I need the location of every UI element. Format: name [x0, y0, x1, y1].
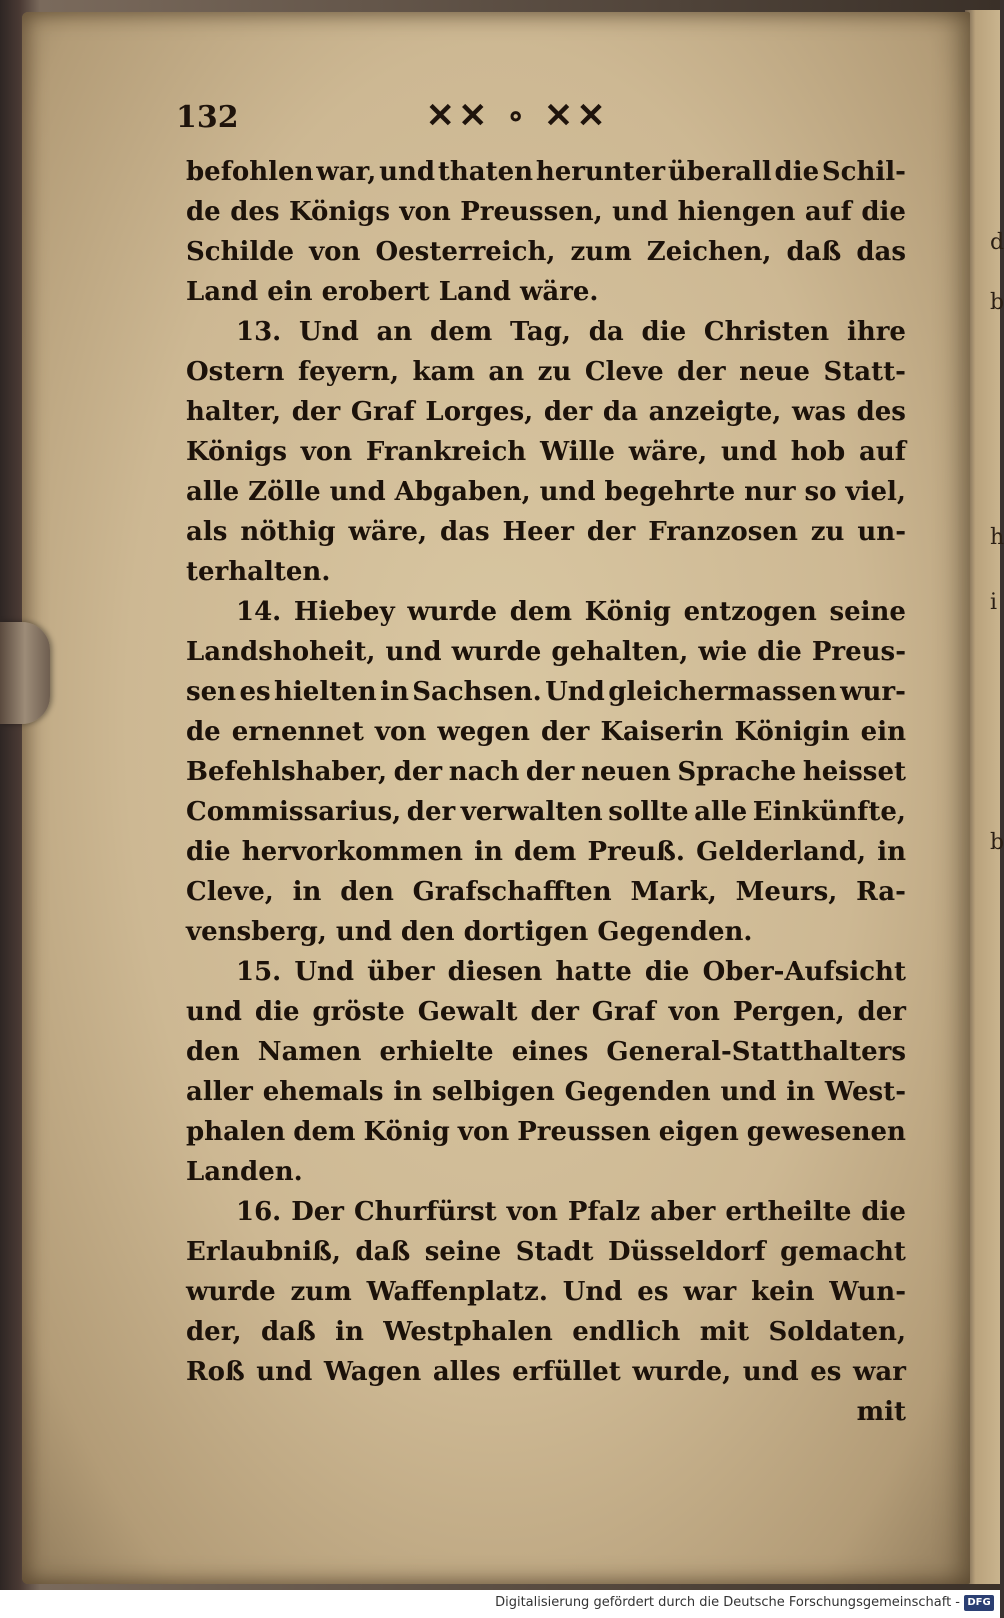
text-line: aller ehemals in selbigen Gegenden und in West- — [186, 1077, 906, 1107]
next-page-glyph: b — [990, 290, 1004, 315]
text-line: Erlaubniß, daß seine Stadt Düsseldorf gemacht — [186, 1237, 906, 1267]
text-line: 14. Hiebey wurde dem König entzogen seine — [236, 597, 906, 627]
text-line: alle Zölle und Abgaben, und begehrte nur so viel, — [186, 477, 906, 507]
text-line: den Namen erhielte eines General-Statthalters — [186, 1037, 906, 1067]
next-page-glyph: d — [990, 230, 1004, 255]
text-line: vensberg, und den dortigen Gegenden. — [186, 917, 753, 947]
text-line: Roß und Wagen alles erfüllet wurde, und es war — [186, 1357, 906, 1387]
text-line: als nöthig wäre, das Heer der Franzosen zu un- — [186, 517, 906, 547]
text-line: 16. Der Churfürst von Pfalz aber ertheilte die — [236, 1197, 906, 1227]
text-line: 15. Und über diesen hatte die Ober-Aufsicht — [236, 957, 906, 987]
text-line: halter, der Graf Lorges, der da anzeigte, was des — [186, 397, 906, 427]
text-line: befohlen war, und thaten herunter überall die Schil- — [186, 157, 906, 187]
text-line: de des Königs von Preussen, und hiengen auf die — [186, 197, 906, 227]
text-line: de ernennet von wegen der Kaiserin Königin ein — [186, 717, 906, 747]
text-line: mit — [856, 1397, 906, 1427]
text-line: und die gröste Gewalt der Graf von Pergen, der — [186, 997, 906, 1027]
text-line: terhalten. — [186, 557, 331, 587]
text-line: 13. Und an dem Tag, da die Christen ihre — [236, 317, 906, 347]
next-page-glyph: b — [990, 830, 1004, 855]
page-header — [176, 96, 936, 146]
footer-credit: Digitalisierung gefördert durch die Deutsche Forschungsgemeinschaft - — [495, 1595, 960, 1610]
footer-bar — [0, 1590, 1000, 1618]
text-line: sen es hielten in Sachsen. Und gleichermassen wur- — [186, 677, 906, 707]
text-line: der, daß in Westphalen endlich mit Soldaten, — [186, 1317, 906, 1347]
dfg-logo-icon: DFG — [964, 1595, 994, 1611]
text-line: Cleve, in den Grafschafften Mark, Meurs, Ra- — [186, 877, 906, 907]
next-page-glyph: i — [990, 590, 998, 615]
text-line: Königs von Frankreich Wille wäre, und hob auf — [186, 437, 906, 467]
text-line: Land ein erobert Land wäre. — [186, 277, 599, 307]
text-line: phalen dem König von Preussen eigen gewesenen — [186, 1117, 906, 1147]
text-line: wurde zum Waffenplatz. Und es war kein Wun- — [186, 1277, 906, 1307]
text-line: Commissarius, der verwalten sollte alle Einkünfte, — [186, 797, 906, 827]
page-number: 132 — [176, 100, 239, 135]
text-line: Landshoheit, und wurde gehalten, wie die Preus- — [186, 637, 906, 667]
next-page-glyph: h — [990, 525, 1004, 550]
text-line: Schilde von Oesterreich, zum Zeichen, daß das — [186, 237, 906, 267]
book-clasp — [0, 622, 50, 724]
text-line: Landen. — [186, 1157, 303, 1187]
text-line: Ostern feyern, kam an zu Cleve der neue Statt- — [186, 357, 906, 387]
body-text — [186, 152, 906, 1432]
header-ornament: ✕✕ ∘ ✕✕ — [426, 96, 610, 136]
text-line: Befehlshaber, der nach der neuen Sprache heisset — [186, 757, 906, 787]
text-line: die hervorkommen in dem Preuß. Gelderland, in — [186, 837, 906, 867]
